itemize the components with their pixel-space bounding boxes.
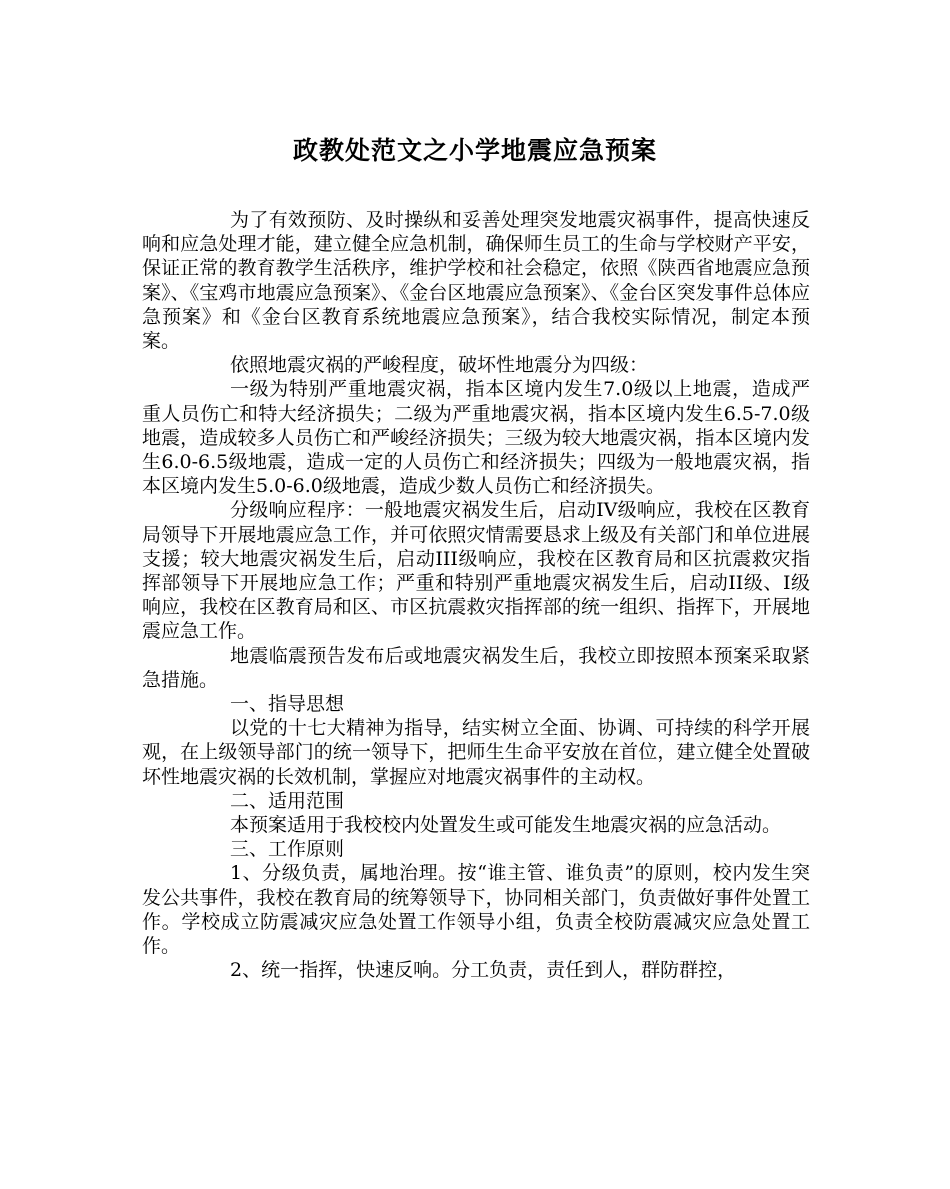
paragraph: 分级响应程序：一般地震灾祸发生后，启动IV级响应，我校在区教育局领导下开展地震应急工作，并可依照灾情需要恳求上级及有关部门和单位进展支援；较大地震灾祸发生后，启动III级响应，我校在区教育局和区抗震救灾指挥部领导下开展地应急工作；严重和特别严重地震灾祸发生后，启动II级、I级响应，我校在区教育局和区、市区抗震救灾指挥部的统一组织、指挥下，开展地震应急工作。 <box>142 499 810 643</box>
paragraph: 依照地震灾祸的严峻程度，破坏性地震分为四级： <box>230 354 649 377</box>
paragraph: 为了有效预防、及时操纵和妥善处理突发地震灾祸事件，提高快速反响和应急处理才能，建立健全应急机制，确保师生员工的生命与学校财产平安，保证正常的教育教学生活秩序，维护学校和社会稳定，依照《陕西省地震应急预案》、《宝鸡市地震应急预案》、《金台区地震应急预案》、《金台区突发事件总体应急预案》和《金台区教育系统地震应急预案》，结合我校实际情况，制定本预案。 <box>142 209 810 353</box>
paragraph: 本预案适用于我校校内处置发生或可能发生地震灾祸的应急活动。 <box>230 814 782 837</box>
section-heading: 三、工作原则 <box>230 838 345 861</box>
paragraph: 一级为特别严重地震灾祸，指本区境内发生7.0级以上地震，造成严重人员伤亡和特大经济损失；二级为严重地震灾祸，指本区境内发生6.5-7.0级地震，造成较多人员伤亡和严峻经济损失；三级为较大地震灾祸，指本区境内发生6.0-6.5级地震，造成一定的人员伤亡和经济损失；四级为一般地震灾祸，指本区境内发生5.0-6.0级地震，造成少数人员伤亡和经济损失。 <box>142 378 810 498</box>
paragraph: 地震临震预告发布后或地震灾祸发生后，我校立即按照本预案采取紧急措施。 <box>142 644 810 691</box>
section-heading: 二、适用范围 <box>230 789 345 812</box>
paragraph: 1、分级负责，属地治理。按“谁主管、谁负责”的原则，校内发生突发公共事件，我校在教育局的统筹领导下，协同相关部门，负责做好事件处置工作。学校成立防震减灾应急处置工作领导小组，负责全校防震减灾应急处置工作。 <box>142 862 810 958</box>
document-body <box>142 208 810 983</box>
document-title: 政教处范文之小学地震应急预案 <box>292 136 657 165</box>
paragraph: 2、统一指挥，快速反响。分工负责，责任到人，群防群控， <box>230 959 737 982</box>
section-heading: 一、指导思想 <box>230 693 345 716</box>
paragraph: 以党的十七大精神为指导，结实树立全面、协调、可持续的科学开展观，在上级领导部门的统一领导下，把师生生命平安放在首位，建立健全处置破坏性地震灾祸的长效机制，掌握应对地震灾祸事件的主动权。 <box>142 717 810 788</box>
